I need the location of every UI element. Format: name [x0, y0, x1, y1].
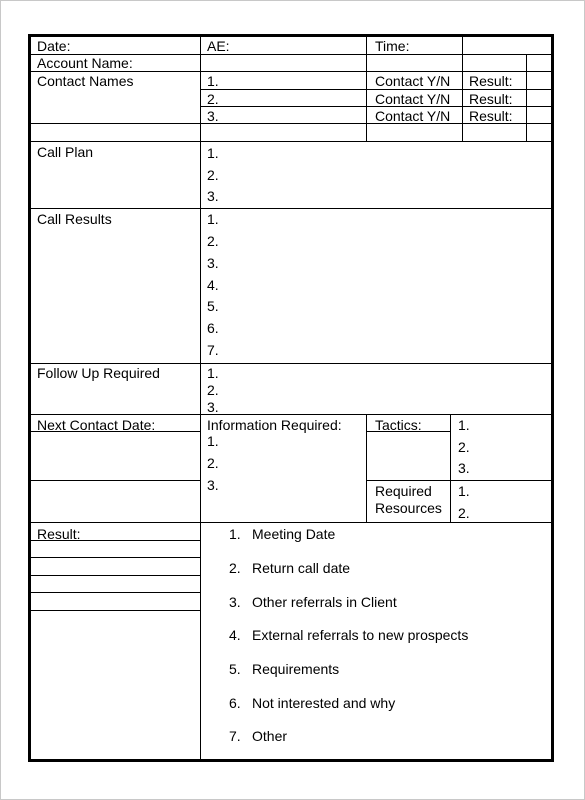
- rule: [366, 37, 367, 142]
- list-item: 1.: [458, 417, 470, 433]
- result-option: Meeting Date: [252, 526, 336, 542]
- rule: [31, 610, 201, 611]
- list-item: 2.: [207, 233, 219, 249]
- call-plan-label: Call Plan: [37, 144, 94, 160]
- list-item: 3.: [458, 460, 470, 476]
- time-label: Time:: [375, 38, 410, 54]
- required-resources-label: Required: [375, 483, 432, 499]
- list-item: 2.: [458, 439, 470, 455]
- list-item: 5.: [207, 298, 219, 314]
- contact-result-label: Result:: [469, 91, 513, 107]
- rule: [450, 414, 451, 522]
- result-option: Return call date: [252, 560, 351, 576]
- rule: [201, 89, 551, 90]
- list-item: 7.: [207, 342, 219, 358]
- contact-yn-label: Contact Y/N: [375, 91, 451, 107]
- call-results-label: Call Results: [37, 211, 112, 227]
- rule: [462, 37, 463, 142]
- list-item: 1.: [207, 365, 219, 381]
- call-report-form: [28, 34, 554, 762]
- list-item: 3.: [207, 477, 219, 493]
- rule: [31, 592, 201, 593]
- date-label: Date:: [37, 38, 71, 54]
- follow-up-label: Follow Up Required: [37, 365, 160, 381]
- result-option-number: 4.: [229, 627, 241, 643]
- list-item: 6.: [207, 320, 219, 336]
- rule: [31, 363, 551, 364]
- result-option-number: 3.: [229, 594, 241, 610]
- contact-yn-label: Contact Y/N: [375, 73, 451, 89]
- result-label: Result:: [37, 526, 81, 542]
- result-option: Other: [252, 728, 288, 744]
- rule: [366, 414, 367, 522]
- contact-number: 1.: [207, 73, 219, 89]
- contact-number: 3.: [207, 108, 219, 124]
- list-item: 1.: [207, 145, 219, 161]
- result-option-number: 2.: [229, 560, 241, 576]
- rule: [31, 557, 201, 558]
- rule: [200, 37, 201, 759]
- information-required-label: Information Required:: [207, 417, 342, 433]
- contact-result-label: Result:: [469, 108, 513, 124]
- list-item: 1.: [207, 211, 219, 227]
- result-option-number: 6.: [229, 695, 241, 711]
- result-option-number: 1.: [229, 526, 241, 542]
- list-item: 4.: [207, 277, 219, 293]
- rule: [31, 575, 201, 576]
- rule: [31, 141, 551, 142]
- result-option-number: 7.: [229, 728, 241, 744]
- next-contact-date-label: Next Contact Date:: [37, 417, 156, 433]
- contact-names-label: Contact Names: [37, 73, 134, 89]
- contact-yn-label: Contact Y/N: [375, 108, 451, 124]
- list-item: 3.: [207, 255, 219, 271]
- list-item: 1.: [207, 433, 219, 449]
- result-option: Other referrals in Client: [252, 594, 397, 610]
- ae-label: AE:: [207, 38, 230, 54]
- result-option: Not interested and why: [252, 695, 396, 711]
- list-item: 2.: [207, 455, 219, 471]
- rule: [31, 522, 551, 523]
- contact-number: 2.: [207, 91, 219, 107]
- required-resources-label: Resources: [375, 500, 442, 516]
- result-option: Requirements: [252, 661, 340, 677]
- account-name-label: Account Name:: [37, 55, 133, 71]
- tactics-label: Tactics:: [375, 417, 422, 433]
- rule: [526, 54, 527, 142]
- list-item: 2.: [458, 505, 470, 521]
- rule: [31, 71, 551, 72]
- list-item: 3.: [207, 188, 219, 204]
- list-item: 2.: [207, 382, 219, 398]
- list-item: 3.: [207, 399, 219, 415]
- list-item: 2.: [207, 167, 219, 183]
- rule: [31, 414, 551, 415]
- rule: [366, 480, 551, 481]
- result-option-number: 5.: [229, 661, 241, 677]
- rule: [31, 480, 201, 481]
- rule: [31, 208, 551, 209]
- list-item: 1.: [458, 483, 470, 499]
- result-option: External referrals to new prospects: [252, 627, 469, 643]
- contact-result-label: Result:: [469, 73, 513, 89]
